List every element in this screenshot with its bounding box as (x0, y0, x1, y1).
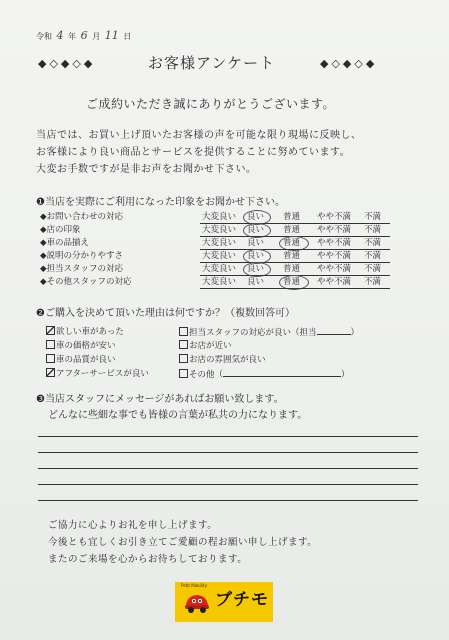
logo-tagline: Petit Mobility (181, 583, 207, 588)
checkbox-icon[interactable] (179, 327, 188, 336)
reason-option[interactable] (46, 354, 116, 365)
closing-line-2: 今後とも宜しくお引き立てご愛顧の程お願い申し上げます。 (48, 537, 318, 548)
rating-option[interactable]: 良い (247, 251, 265, 261)
question-1-label: ❶当店を実際にご利用になった印象をお聞かせ下さい。 (36, 197, 285, 208)
checkbox-icon[interactable] (179, 369, 188, 378)
checked-box-icon[interactable] (46, 368, 55, 377)
reason-option-label: 車の価格が安い (56, 341, 116, 351)
rating-option[interactable]: 良い (247, 277, 265, 287)
fill-in-blank[interactable] (223, 368, 341, 377)
reason-option-label: 車の品質が良い (56, 355, 116, 365)
rating-option[interactable]: 不満 (364, 238, 382, 248)
rating-option[interactable]: 普通 (283, 264, 301, 274)
rating-underline (200, 223, 390, 224)
message-line[interactable] (38, 452, 418, 453)
rating-option[interactable]: 不満 (364, 225, 382, 235)
message-line[interactable] (38, 468, 418, 469)
rating-option[interactable]: 良い (247, 212, 265, 222)
rating-item-label: ◆その他スタッフの対応 (40, 277, 132, 287)
car-mascot-icon (183, 590, 211, 614)
date-line (36, 30, 131, 41)
reason-option[interactable] (179, 340, 232, 351)
rating-underline (200, 262, 390, 263)
question-2-label: ❷ご購入を決めて頂いた理由は何ですか？（複数回答可） (36, 308, 295, 319)
reason-option[interactable] (179, 354, 266, 365)
fill-in-blank[interactable] (317, 326, 351, 335)
date-month-unit: 月 (92, 32, 101, 41)
rating-option[interactable]: やや不満 (317, 277, 352, 287)
reason-option-suffix: ） (350, 328, 360, 338)
rating-item-label: ◆説明の分かりやすさ (40, 251, 124, 261)
rating-option[interactable]: 普通 (283, 277, 301, 287)
checkbox-icon[interactable] (179, 340, 188, 349)
reason-option-suffix: ） (341, 370, 350, 380)
rating-option[interactable]: 大変良い (202, 225, 237, 235)
intro-line-1: 当店では、お買い上げ頂いたお客様の声を可能な限り現場に反映し、 (36, 130, 362, 141)
rating-item-label: ◆担当スタッフの対応 (40, 264, 124, 274)
page-title: お客様アンケート (148, 54, 276, 72)
rating-option[interactable]: 良い (247, 238, 265, 248)
message-line[interactable] (38, 436, 418, 437)
reason-option-label: アフターサービスが良い (56, 369, 149, 379)
date-era: 令和 (36, 32, 52, 41)
intro-line-3: 大変お手数ですが是非お声をお聞かせ下さい。 (36, 164, 257, 175)
rating-item-label: ◆店の印象 (40, 225, 81, 235)
question-3-label: ❸当店スタッフにメッセージがあればお願い致します。 (36, 394, 284, 405)
rating-option[interactable]: 普通 (283, 238, 301, 248)
rating-option[interactable]: 大変良い (202, 251, 237, 261)
diamond-ornament-right: ◆◇◆◇◆ (320, 57, 378, 70)
reason-option-label: お店が近い (189, 341, 232, 351)
checked-box-icon[interactable] (46, 326, 55, 335)
rating-item-label: ◆車の品揃え (40, 238, 90, 248)
rating-option[interactable]: 普通 (283, 212, 301, 222)
date-day: 11 (104, 29, 119, 42)
rating-option[interactable]: 不満 (364, 251, 382, 261)
rating-option[interactable]: 大変良い (202, 277, 237, 287)
closing-line-1: ご協力に心よりお礼を申し上げます。 (48, 520, 218, 531)
rating-underline (200, 288, 390, 289)
rating-underline (200, 249, 390, 250)
message-line[interactable] (38, 500, 418, 501)
rating-option[interactable]: 良い (247, 264, 265, 274)
reason-option[interactable] (179, 326, 359, 338)
brand-logo (175, 582, 273, 622)
reason-option[interactable] (46, 340, 116, 351)
rating-option[interactable]: やや不満 (317, 264, 352, 274)
thanks-message: ご成約いただき誠にありがとうございます。 (86, 97, 336, 111)
rating-option[interactable]: やや不満 (317, 225, 352, 235)
rating-option[interactable]: 大変良い (202, 212, 237, 222)
rating-item-label: ◆お問い合わせの対応 (40, 212, 124, 222)
reason-option-label: お店の雰囲気が良い (189, 355, 266, 365)
rating-option[interactable]: やや不満 (317, 251, 352, 261)
date-year: 4 (56, 29, 64, 42)
rating-option[interactable]: 不満 (364, 212, 382, 222)
diamond-ornament-left: ◆◇◆◇◆ (38, 57, 96, 70)
question-3-sub: どんなに些細な事でも皆様の言葉が私共の力になります。 (48, 410, 308, 421)
checkbox-icon[interactable] (46, 340, 55, 349)
rating-option[interactable]: 大変良い (202, 238, 237, 248)
rating-option[interactable]: 不満 (364, 277, 382, 287)
rating-option[interactable]: 不満 (364, 264, 382, 274)
rating-option[interactable]: やや不満 (317, 238, 352, 248)
reason-option[interactable] (46, 368, 149, 379)
intro-line-2: お客様により良い商品とサービスを提供することに努めています。 (36, 147, 351, 158)
checkbox-icon[interactable] (46, 354, 55, 363)
rating-option[interactable]: やや不満 (317, 212, 352, 222)
message-line[interactable] (38, 484, 418, 485)
reason-option-label: その他（ (189, 370, 224, 380)
rating-option[interactable]: 普通 (283, 251, 301, 261)
rating-option[interactable]: 普通 (283, 225, 301, 235)
rating-option[interactable]: 良い (247, 225, 265, 235)
date-month: 6 (80, 29, 88, 42)
reason-option[interactable] (179, 368, 350, 380)
reason-option-label: 担当スタッフの対応が良い（担当 (189, 328, 317, 338)
reason-option[interactable] (46, 326, 124, 337)
date-day-unit: 日 (123, 32, 132, 41)
closing-line-3: またのご来場を心からお待ちしております。 (48, 554, 248, 565)
reason-option-label: 欲しい車があった (56, 327, 124, 337)
logo-brand-name: ブチモ (215, 590, 269, 610)
rating-option[interactable]: 大変良い (202, 264, 237, 274)
checkbox-icon[interactable] (179, 354, 188, 363)
date-year-unit: 年 (68, 32, 77, 41)
